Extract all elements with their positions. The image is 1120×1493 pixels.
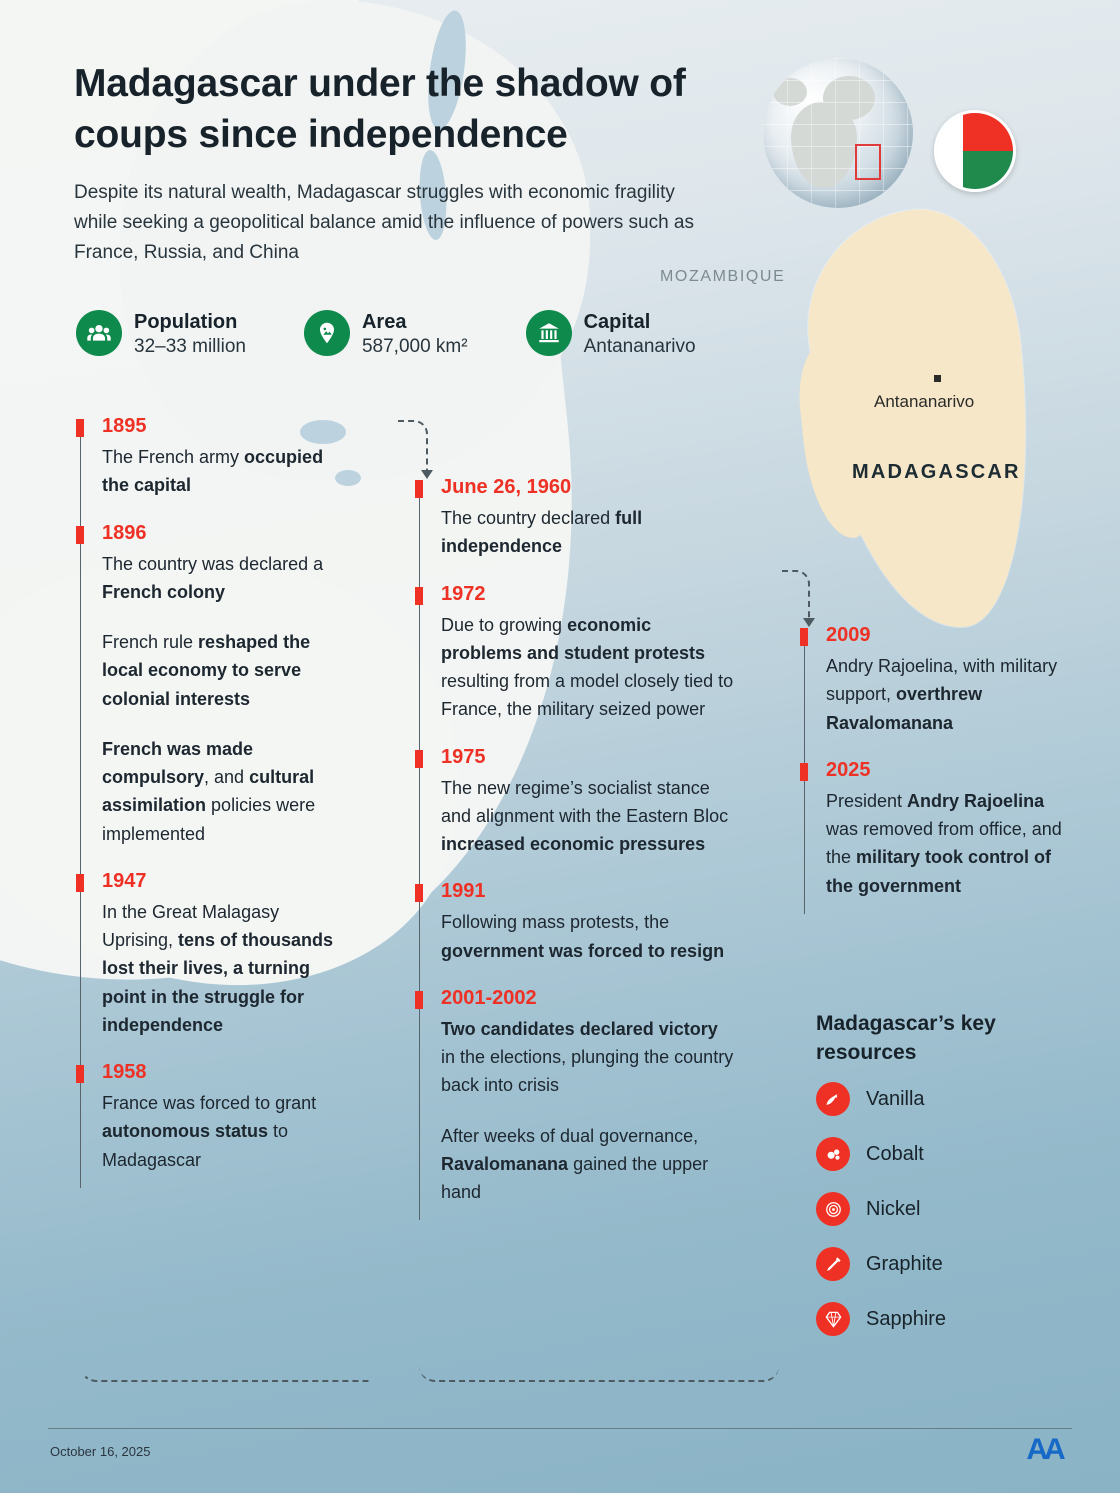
timeline-entry	[800, 624, 1068, 737]
timeline-entry	[415, 987, 735, 1100]
timeline-text: Due to growing economic problems and student protests resulting from a model closely tied to France, the military seized power	[441, 614, 734, 720]
timeline-year: June 26, 1960	[441, 476, 572, 498]
resource-name: Cobalt	[866, 1142, 924, 1165]
timeline-text: In the Great Malagasy Uprising, tens of thousands lost their lives, a turning point in the struggle for independence	[102, 901, 334, 1035]
cobalt-icon	[816, 1137, 850, 1171]
fact-population	[76, 310, 246, 360]
globe-highlight-box	[855, 144, 881, 180]
vanilla-icon	[816, 1082, 850, 1116]
timeline-note	[415, 1122, 735, 1207]
madagascar-flag-icon	[934, 110, 1016, 192]
timeline-text: Andry Rajoelina, with military support, overthrew Ravalomanana	[826, 656, 1058, 733]
timeline-entries-3	[800, 624, 1068, 900]
flag-red-green-bands	[963, 113, 1013, 189]
graphite-icon	[816, 1247, 850, 1281]
fact-label: Capital	[583, 311, 651, 333]
timeline-text: The French army occupied the capital	[102, 447, 324, 496]
timeline-text: Following mass protests, the government was forced to resign	[441, 912, 725, 961]
page-title: Madagascar under the shadow of coups since independence	[74, 62, 686, 157]
timeline-text: The new regime’s socialist stance and alignment with the Eastern Bloc increased economic pressures	[441, 777, 729, 854]
capital-marker-label: Antananarivo	[874, 392, 975, 411]
timeline-column-3	[800, 624, 1068, 922]
page-subtitle: Despite its natural wealth, Madagascar struggles with economic fragility while seeking a geopolitical balance amid the influence of powers such as France, Russia, and China	[74, 182, 694, 264]
area-pin-icon	[304, 310, 350, 356]
resource-item	[816, 1302, 1066, 1336]
publication-date: October 16, 2025	[50, 1444, 151, 1459]
timeline-marker	[76, 874, 84, 892]
timeline-year: 1896	[102, 521, 147, 544]
timeline-entry	[415, 880, 735, 965]
fact-capital	[526, 310, 696, 360]
connector-column2-to-column3	[782, 570, 810, 624]
resource-item	[816, 1137, 1066, 1171]
timeline-year: 1972	[441, 582, 486, 605]
timeline-marker	[415, 750, 423, 768]
resource-name: Graphite	[866, 1252, 943, 1275]
timeline-marker	[415, 884, 423, 902]
fact-area	[304, 310, 468, 360]
timeline-entry	[76, 522, 351, 607]
connector-column1-to-column2	[398, 420, 428, 476]
timeline-entry	[415, 583, 735, 724]
timeline-marker	[415, 587, 423, 605]
capital-marker-dot	[934, 375, 941, 382]
resource-item	[816, 1082, 1066, 1116]
population-icon	[76, 310, 122, 356]
timeline-note	[76, 735, 351, 848]
timeline-marker	[76, 526, 84, 544]
timeline-text: Two candidates declared victory in the elections, plunging the country back into crisis	[441, 1018, 734, 1096]
capital-building-icon	[526, 310, 572, 356]
timeline-year: 2001-2002	[441, 986, 537, 1009]
timeline-text: After weeks of dual governance, Ravalomanana gained the upper hand	[441, 1125, 709, 1202]
timeline-marker	[800, 763, 808, 781]
timeline-marker	[415, 991, 423, 1009]
timeline-text: President Andry Rajoelina was removed from office, and the military took control of the government	[826, 790, 1062, 896]
timeline-marker	[76, 1065, 84, 1083]
fact-label: Population	[134, 311, 238, 333]
neighbor-country-label: MOZAMBIQUE	[660, 268, 786, 285]
timeline-year: 1895	[102, 415, 147, 437]
resources-title: Madagascar’s key resources	[816, 1012, 996, 1064]
timeline-year: 2025	[826, 758, 871, 781]
timeline-note	[76, 628, 351, 713]
timeline-entries-1	[76, 415, 351, 1174]
nickel-icon	[816, 1192, 850, 1226]
timeline-text: The country declared full independence	[441, 508, 643, 557]
timeline-text: French was made compulsory, and cultural assimilation policies were implemented	[102, 738, 316, 844]
timeline-entry	[415, 746, 735, 859]
timeline-text: France was forced to grant autonomous status to Madagascar	[102, 1093, 317, 1170]
connector-bottom-column2	[419, 1330, 779, 1382]
timeline-entry	[76, 415, 351, 500]
timeline-year: 1947	[102, 869, 147, 892]
resource-name: Sapphire	[866, 1307, 947, 1330]
resource-item	[816, 1192, 1066, 1226]
timeline-entry	[415, 476, 735, 561]
timeline-marker	[415, 480, 423, 498]
country-label: MADAGASCAR	[852, 461, 1021, 483]
sapphire-icon	[816, 1302, 850, 1336]
timeline-entry	[800, 759, 1068, 900]
timeline-year: 2009	[826, 624, 871, 646]
resource-name: Vanilla	[866, 1087, 925, 1110]
agency-logo: AA	[1026, 1433, 1062, 1466]
timeline-text: French rule reshaped the local economy to serve colonial interests	[102, 632, 311, 709]
timeline-column-2	[415, 476, 735, 1228]
madagascar-landmass	[797, 200, 1050, 640]
globe-graticule	[763, 58, 913, 208]
fact-label: Area	[361, 311, 407, 333]
timeline-entry	[76, 1061, 351, 1174]
resource-item	[816, 1247, 1066, 1281]
key-facts-row	[76, 310, 696, 360]
timeline-year: 1991	[441, 880, 486, 903]
timeline-entries-2	[415, 476, 735, 1206]
timeline-column-1	[76, 415, 351, 1196]
timeline-year: 1958	[102, 1061, 147, 1083]
timeline-year: 1975	[441, 745, 486, 768]
footer-divider	[48, 1428, 1072, 1429]
connector-bottom-column1	[80, 1330, 370, 1382]
globe-locator-icon	[763, 58, 913, 208]
resource-name: Nickel	[866, 1197, 921, 1220]
timeline-marker	[76, 419, 84, 437]
timeline-text: The country was declared a French colony	[102, 553, 324, 602]
timeline-entry	[76, 870, 351, 1039]
resources-list	[816, 1082, 1066, 1357]
fact-value: 32–33 million	[134, 336, 246, 357]
timeline-marker	[800, 628, 808, 646]
fact-value: 587,000 km²	[361, 336, 468, 357]
fact-value: Antananarivo	[583, 336, 696, 357]
